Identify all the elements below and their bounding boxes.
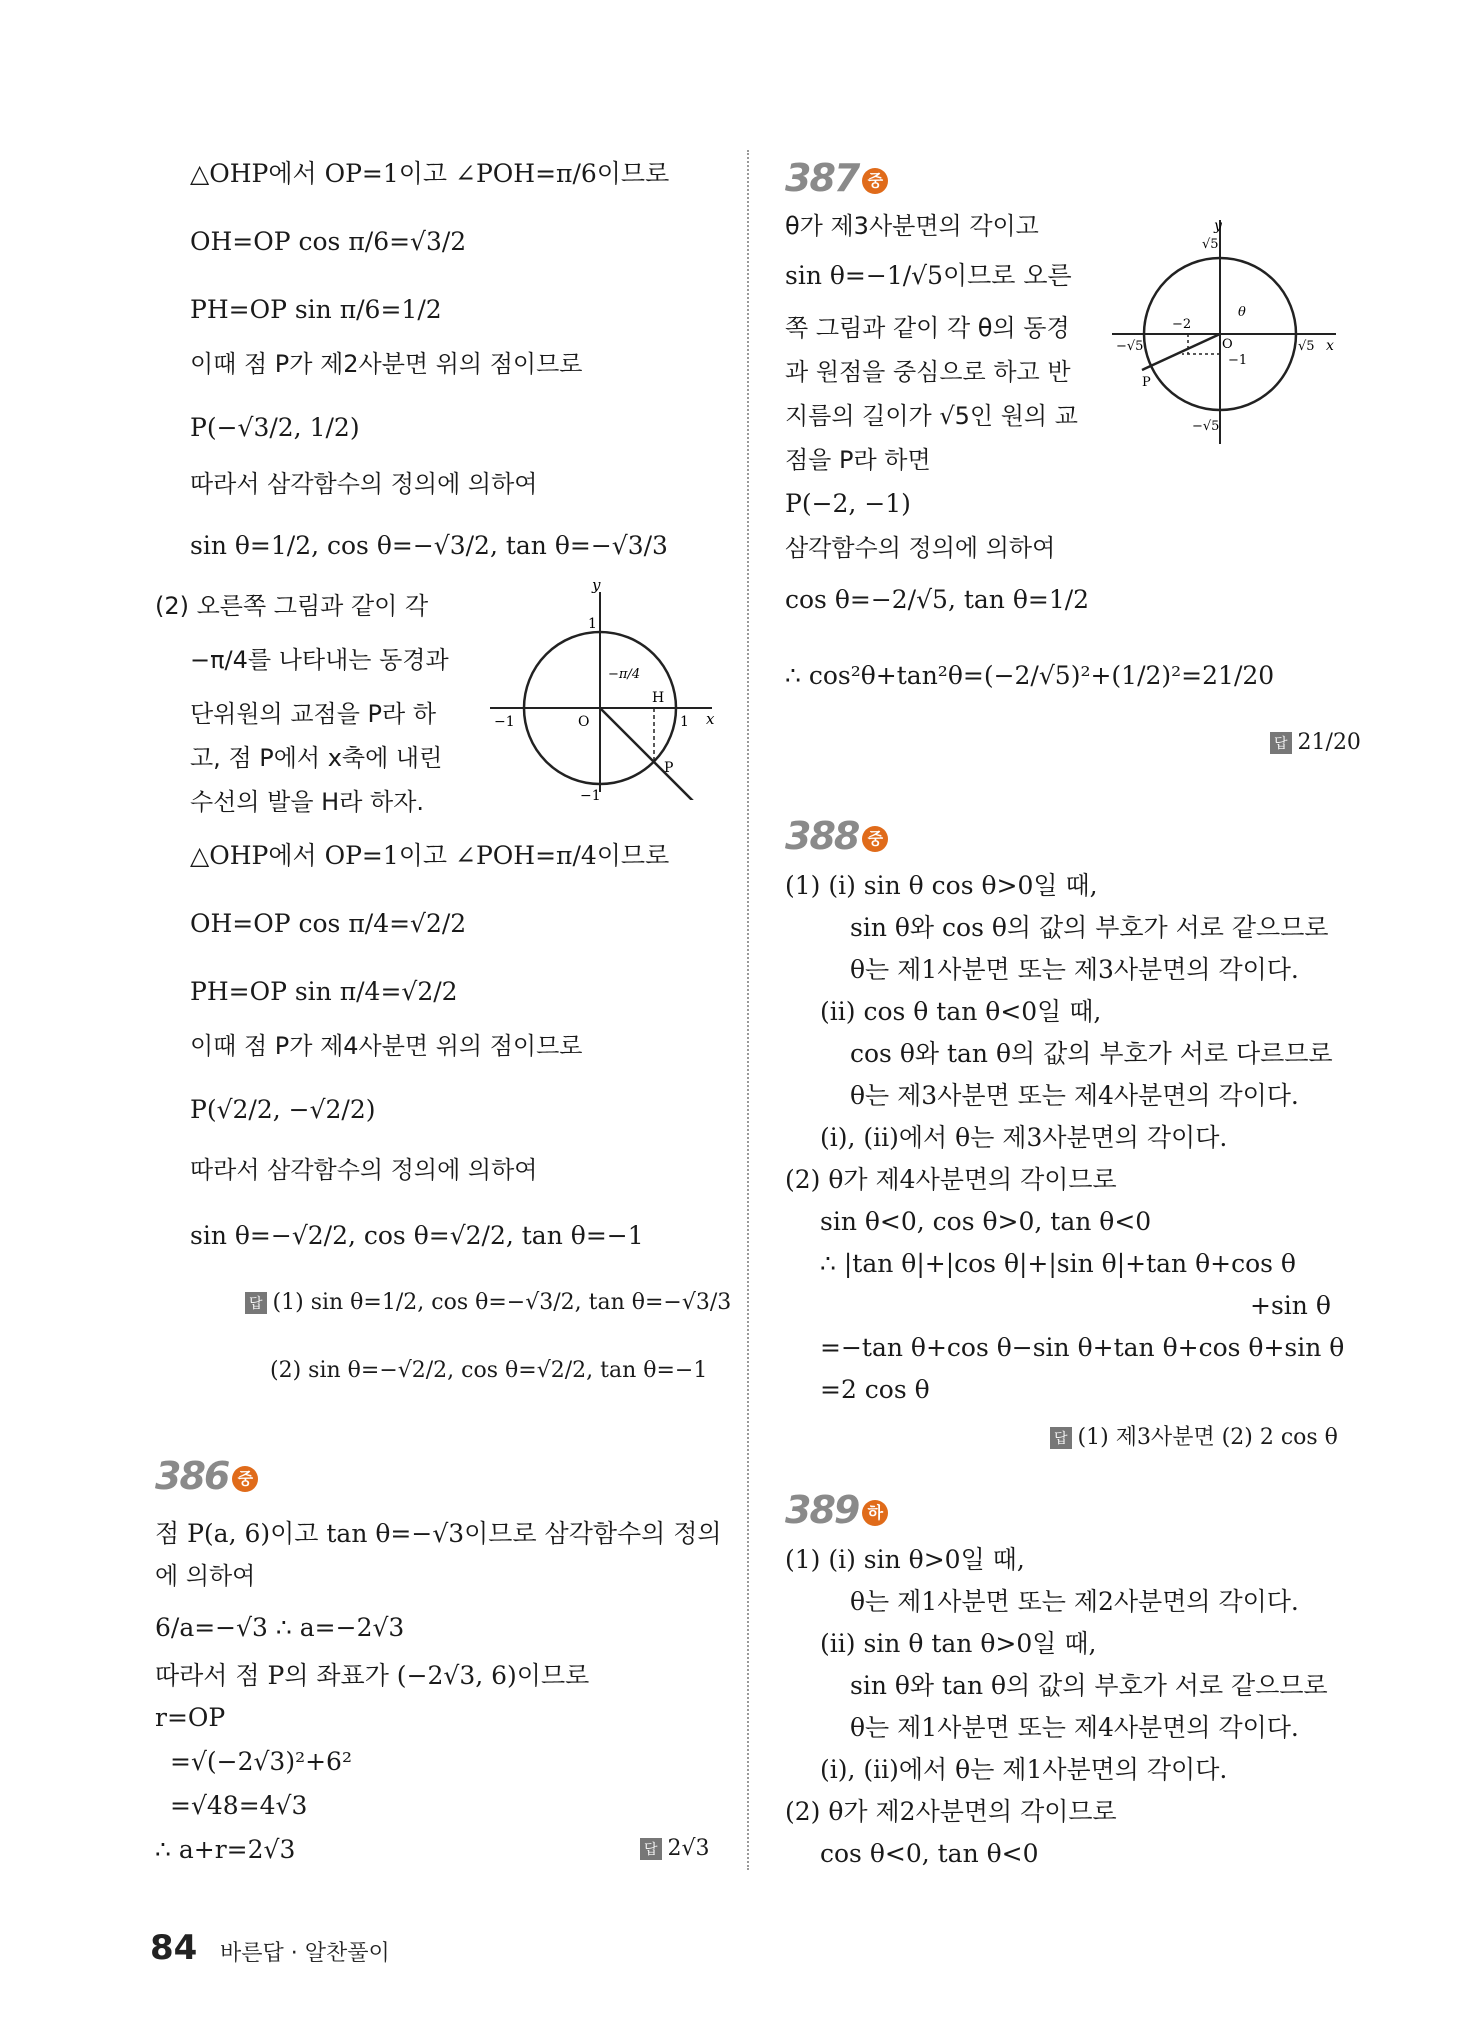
text-line: θ는 제1사분면 또는 제4사분면의 각이다. [850, 1713, 1299, 1742]
text-line: OH=OP cos π/6=√3/2 [190, 227, 467, 256]
answer-line: 답 (1) sin θ=1/2, cos θ=−√3/2, tan θ=−√3/3 [245, 1290, 731, 1315]
answer-tag: 답 [1270, 732, 1292, 754]
text-line: △OHP에서 OP=1이고 ∠POH=π/6이므로 [190, 159, 670, 188]
text-line: 6/a=−√3 ∴ a=−2√3 [155, 1613, 405, 1642]
page-number: 84 [150, 1928, 198, 1968]
answer-tag: 답 [1050, 1427, 1072, 1449]
text-line: 삼각함수의 정의에 의하여 [785, 534, 1056, 562]
text-line: (ⅱ) sin θ tan θ>0일 때, [820, 1629, 1097, 1658]
text-line: 따라서 삼각함수의 정의에 의하여 [190, 470, 538, 498]
text-line: =√48=4√3 [170, 1791, 308, 1820]
text-line: cos θ<0, tan θ<0 [820, 1839, 1039, 1868]
problem-389-header: 389 하 [785, 1488, 888, 1532]
x-label: x [706, 710, 715, 728]
text-line: cos θ=−2/√5, tan θ=1/2 [785, 585, 1090, 614]
origin-label: O [578, 714, 590, 730]
terminal-ray [1142, 334, 1220, 370]
tick-label: √5 [1298, 339, 1315, 354]
text-line: θ는 제1사분면 또는 제3사분면의 각이다. [850, 955, 1299, 984]
origin-label: O [1222, 337, 1233, 352]
y-label: y [1214, 218, 1222, 234]
text-line: P(−2, −1) [785, 489, 911, 518]
tick-label: −1 [580, 788, 601, 800]
answer-tag: 답 [640, 1838, 662, 1860]
text-line: (2) 오른쪽 그림과 같이 각 [155, 592, 429, 620]
text-line: 단위원의 교점을 P라 하 [190, 700, 437, 728]
tick-label: 1 [588, 616, 597, 632]
text-line: 수선의 발을 H라 하자. [190, 788, 425, 816]
angle-label: θ [1238, 305, 1246, 320]
tick-label: √5 [1202, 237, 1219, 252]
text-line: 따라서 점 P의 좌표가 (−2√3, 6)이므로 [155, 1661, 590, 1690]
text-line: 쪽 그림과 같이 각 θ의 동경 [785, 314, 1070, 342]
point-h-label: H [652, 690, 665, 706]
text-line: 이때 점 P가 제2사분면 위의 점이므로 [190, 350, 583, 378]
text-line: θ는 제1사분면 또는 제2사분면의 각이다. [850, 1587, 1299, 1616]
text-line: +sin θ [1250, 1291, 1331, 1320]
answer-line: (2) sin θ=−√2/2, cos θ=√2/2, tan θ=−1 [270, 1358, 708, 1383]
point-p-label: P [1142, 375, 1151, 390]
text-line: (ⅰ), (ⅱ)에서 θ는 제3사분면의 각이다. [820, 1123, 1228, 1152]
tick-label: −√5 [1116, 339, 1144, 354]
text-line: 고, 점 P에서 x축에 내린 [190, 744, 443, 772]
text-line: θ가 제3사분면의 각이고 [785, 212, 1039, 240]
coord-label: −2 [1172, 317, 1192, 332]
problem-388-header: 388 중 [785, 814, 888, 858]
tick-label: −√5 [1192, 419, 1220, 434]
text-line: P(√2/2, −√2/2) [190, 1095, 376, 1124]
book-title: 바른답 · 알찬풀이 [220, 1941, 390, 1966]
text-line: PH=OP sin π/4=√2/2 [190, 977, 458, 1006]
text-line: (2) θ가 제2사분면의 각이므로 [785, 1797, 1117, 1826]
text-line: △OHP에서 OP=1이고 ∠POH=π/4이므로 [190, 841, 670, 870]
text-line: sin θ<0, cos θ>0, tan θ<0 [820, 1207, 1152, 1236]
text-line: 에 의하여 [155, 1562, 256, 1590]
text-line: cos θ와 tan θ의 값의 부호가 서로 다르므로 [850, 1039, 1333, 1068]
text-line: θ는 제3사분면 또는 제4사분면의 각이다. [850, 1081, 1299, 1110]
angle-label: −π/4 [608, 667, 641, 682]
text-line: sin θ=−1/√5이므로 오른 [785, 261, 1072, 290]
text-line: =−tan θ+cos θ−sin θ+tan θ+cos θ+sin θ [820, 1333, 1345, 1362]
text-line: =2 cos θ [820, 1375, 930, 1404]
answer-tag: 답 [245, 1292, 267, 1314]
text-line: −π/4를 나타내는 동경과 [190, 646, 449, 674]
text-line: (1) (ⅰ) sin θ cos θ>0일 때, [785, 871, 1098, 900]
answer-line: 답 21/20 [1270, 730, 1361, 755]
text-line: (2) θ가 제4사분면의 각이므로 [785, 1165, 1117, 1194]
text-line: sin θ와 tan θ의 값의 부호가 서로 같으므로 [850, 1671, 1328, 1700]
problem-386-header: 386 중 [155, 1454, 258, 1498]
text-line: sin θ=1/2, cos θ=−√3/2, tan θ=−√3/3 [190, 531, 668, 560]
answer-line: 답 (1) 제3사분면 (2) 2 cos θ [1050, 1420, 1338, 1451]
text-line: OH=OP cos π/4=√2/2 [190, 909, 467, 938]
point-p-label: P [664, 760, 674, 776]
level-badge: 중 [232, 1466, 258, 1492]
text-line: (ⅱ) cos θ tan θ<0일 때, [820, 997, 1102, 1026]
text-line: 이때 점 P가 제4사분면 위의 점이므로 [190, 1032, 583, 1060]
text-line: ∴ |tan θ|+|cos θ|+|sin θ|+tan θ+cos θ [820, 1249, 1296, 1278]
text-line: sin θ=−√2/2, cos θ=√2/2, tan θ=−1 [190, 1221, 644, 1250]
text-line: 과 원점을 중심으로 하고 반 [785, 358, 1071, 386]
level-badge: 중 [862, 826, 888, 852]
text-line: 지름의 길이가 √5인 원의 교 [785, 402, 1078, 430]
text-line: 따라서 삼각함수의 정의에 의하여 [190, 1156, 538, 1184]
answer-line: 답 2√3 [640, 1836, 710, 1861]
text-line: sin θ와 cos θ의 값의 부호가 서로 같으므로 [850, 913, 1329, 942]
text-line: ∴ cos²θ+tan²θ=(−2/√5)²+(1/2)²=21/20 [785, 661, 1275, 690]
column-divider [747, 150, 749, 1870]
problem-387-header: 387 중 [785, 156, 888, 200]
text-line: ∴ a+r=2√3 [155, 1835, 296, 1864]
text-line: (ⅰ), (ⅱ)에서 θ는 제1사분면의 각이다. [820, 1755, 1228, 1784]
text-line: P(−√3/2, 1/2) [190, 413, 360, 442]
text-line: 점을 P라 하면 [785, 446, 931, 474]
text-line: 점 P(a, 6)이고 tan θ=−√3이므로 삼각함수의 정의 [155, 1519, 722, 1548]
coord-label: −1 [1228, 353, 1248, 368]
text-line: =√(−2√3)²+6² [170, 1747, 352, 1776]
text-line: r=OP [155, 1703, 226, 1732]
tick-label: −1 [494, 714, 515, 730]
unit-circle-figure [480, 580, 720, 800]
level-badge: 중 [862, 168, 888, 194]
tick-label: 1 [680, 714, 689, 730]
level-badge: 하 [862, 1500, 888, 1526]
y-label: y [592, 580, 601, 594]
text-line: (1) (ⅰ) sin θ>0일 때, [785, 1545, 1025, 1574]
text-line: PH=OP sin π/6=1/2 [190, 295, 442, 324]
x-label: x [1326, 338, 1334, 354]
radius-circle-figure [1110, 216, 1340, 446]
